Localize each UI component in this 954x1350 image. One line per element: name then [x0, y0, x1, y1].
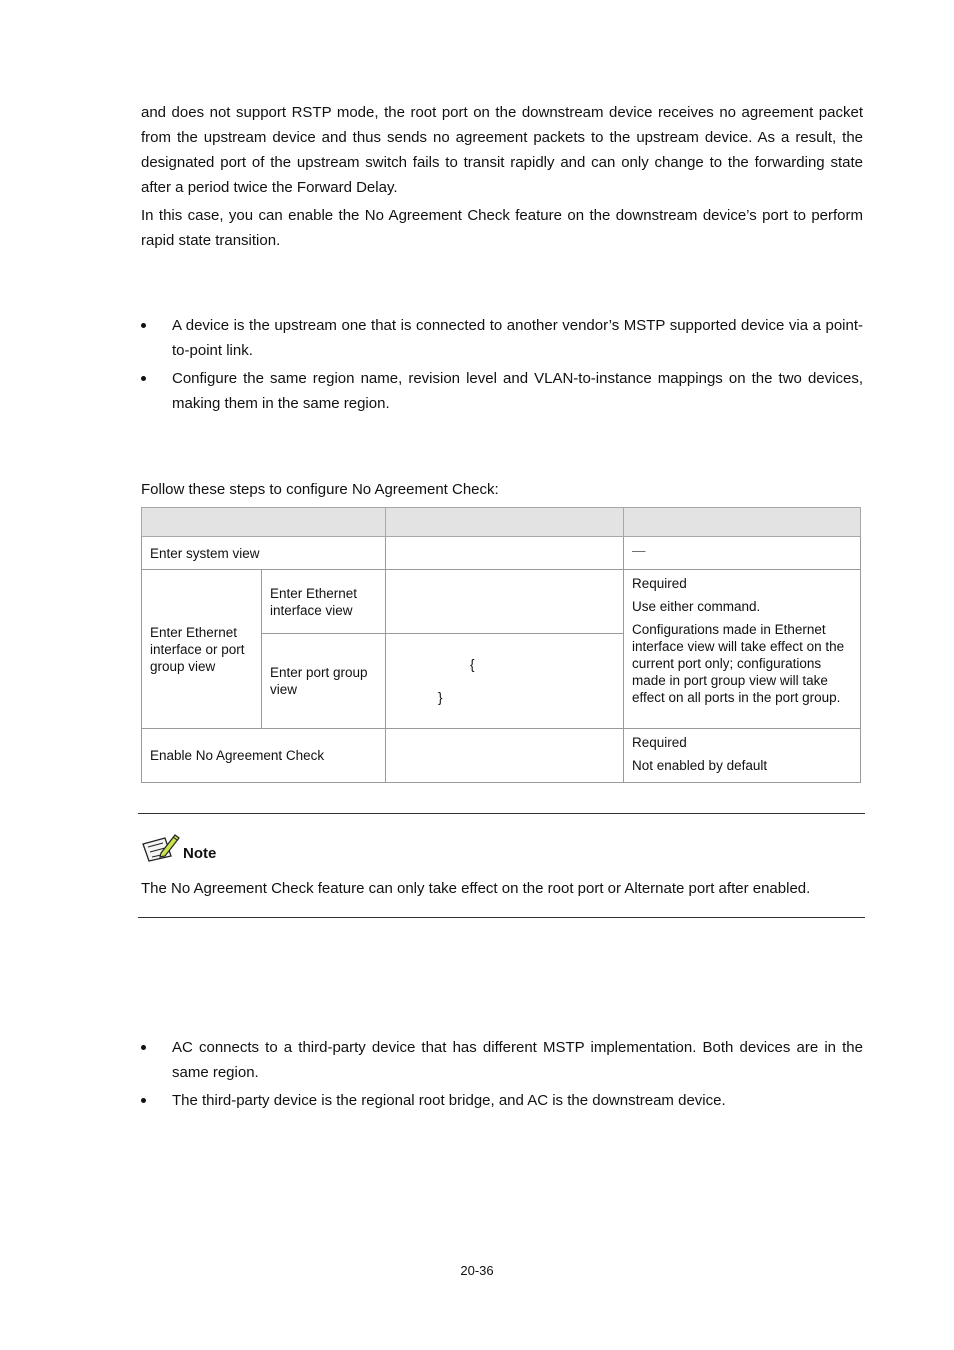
bullet-icon: [141, 376, 146, 381]
note-top-rule: [138, 813, 865, 814]
list-item: The third-party device is the regional root bridge, and AC is the downstream device.: [141, 1088, 863, 1113]
configuration-table: [141, 507, 861, 783]
bullet-icon: [141, 1045, 146, 1050]
brace-open: {: [470, 657, 475, 672]
prerequisites-list: [141, 313, 863, 419]
list-item: Configure the same region name, revision level and VLAN-to-instance mappings on the two devices, making them in the same region.: [141, 366, 863, 416]
brace-close: }: [438, 690, 443, 705]
page-number: 20-36: [460, 1263, 494, 1278]
table-row: [142, 729, 861, 783]
bullet-icon: [141, 323, 146, 328]
remarks-cell: Required Use either command. Configurations made in Ethernet interface view will take effect on the current port only; configurations made in port group view will take effect on all ports in the port group.: [624, 570, 861, 729]
intro-paragraph-1: and does not support RSTP mode, the root port on the downstream device receives no agreement packet from the upstream device and thus sends no agreement packets to the upstream device. As a result, the designated port of the upstream switch fails to transit rapidly and can only change to the forwarding state after a period twice the Forward Delay.: [141, 104, 863, 196]
command-cell: [386, 634, 624, 729]
remarks-cell: Required Not enabled by default: [624, 729, 861, 783]
substep-cell: Enter Ethernet interface view: [262, 570, 386, 634]
substep-cell: Enter port group view: [262, 634, 386, 729]
note-pencil-icon: [141, 832, 181, 862]
table-header-row: [142, 508, 861, 537]
note-text: The No Agreement Check feature can only take effect on the root port or Alternate port after enabled.: [141, 880, 811, 897]
command-cell: [386, 570, 624, 634]
command-cell: [386, 729, 624, 783]
note-bottom-rule: [138, 917, 865, 918]
step-cell: Enable No Agreement Check: [142, 729, 386, 783]
note-header: [141, 832, 216, 862]
header-cell-remarks: [624, 508, 861, 537]
note-label: Note: [183, 845, 217, 862]
header-cell-step: [142, 508, 386, 537]
list-item: A device is the upstream one that is connected to another vendor’s MSTP supported device via a point-to-point link.: [141, 313, 863, 363]
table-row: [142, 570, 861, 634]
header-cell-command: [386, 508, 624, 537]
step-cell: Enter Ethernet interface or port group view: [142, 570, 262, 729]
step-cell: Enter system view: [142, 537, 386, 570]
table-row: [142, 537, 861, 570]
list-item: AC connects to a third-party device that has different MSTP implementation. Both devices are in the same region.: [141, 1035, 863, 1085]
example-list: [141, 1035, 863, 1116]
intro-paragraph-2: In this case, you can enable the No Agreement Check feature on the downstream device’s port to perform rapid state transition.: [141, 207, 863, 249]
remarks-cell: —: [624, 537, 861, 570]
command-cell: [386, 537, 624, 570]
bullet-icon: [141, 1098, 146, 1103]
procedure-intro: Follow these steps to configure No Agreement Check:: [141, 481, 499, 498]
